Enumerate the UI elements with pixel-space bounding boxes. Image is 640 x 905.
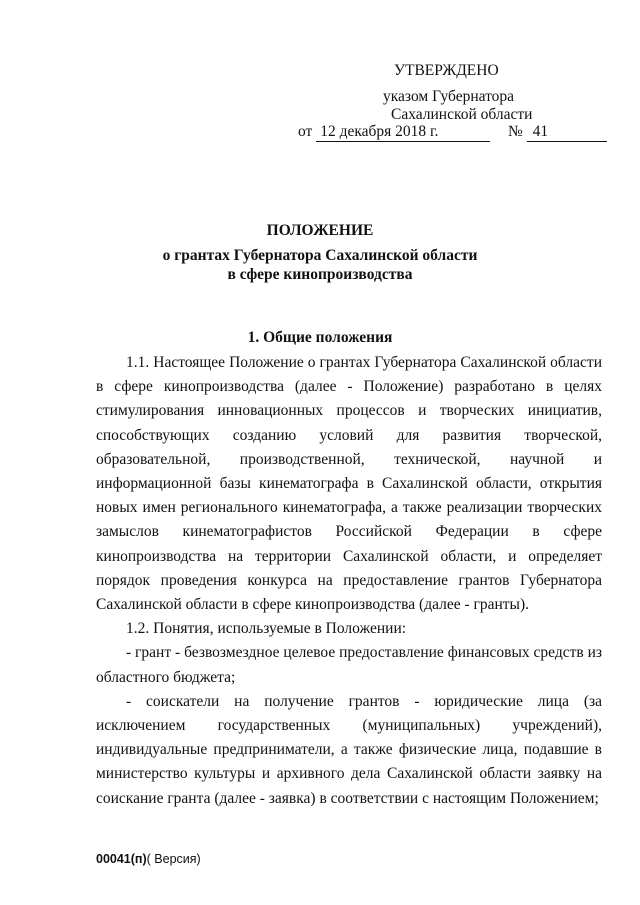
approval-number: 41 [527, 123, 607, 142]
number-prefix: № [507, 123, 523, 140]
approval-line-1: указом Губернатора [383, 88, 515, 105]
definition-grant: - грант - безвозмездное целевое предоставление финансовых средств из областного бюджета; [96, 644, 602, 686]
approval-title: УТВЕРЖДЕНО [394, 62, 499, 79]
document-subtitle-line-2: в сфере кинопроизводства [227, 266, 413, 283]
approval-date-line [298, 123, 607, 142]
footer-code: 00041(п) [96, 852, 147, 866]
footer-version: ( Версия) [146, 852, 201, 866]
section-heading: 1. Общие положения [247, 329, 393, 346]
approval-date: 12 декабря 2018 г. [316, 123, 490, 142]
document-title: ПОЛОЖЕНИЕ [266, 222, 374, 239]
document-subtitle-line-1: о грантах Губернатора Сахалинской области [162, 247, 478, 264]
definition-applicants: - соискатели на получение грантов - юридические лица (за исключением государственных (муниципальных) учреждений), индивидуальные предприниматели, а также физические лица, подавшие в министерство культуры и архивного дела Сахалинской области заявку на соискание гранта (далее - заявка) в соответствии с настоящим Положением; [96, 692, 602, 807]
paragraph-1-2: 1.2. Понятия, используемые в Положении: [126, 620, 407, 638]
section-body [96, 351, 602, 811]
paragraph-1-1: 1.1. Настоящее Положение о грантах Губернатора Сахалинской области в сфере кинопроизводства (далее - Положение) разработано в целях стимулирования инновационных процессов и творческих инициатив, способствующих созданию условий для развития творческой, образовательной, производственной, технической, научной и информационной базы кинематографа в Сахалинской области, открытия новых имен регионального кинематографа, а также реализации творческих замыслов кинематографистов Российской Федерации в сфере кинопроизводства на территории Сахалинской области, и определяет порядок проведения конкурса на предоставление грантов Губернатора Сахалинской области в сфере кинопроизводства (далее - гранты). [96, 354, 602, 614]
approval-line-2: Сахалинской области [391, 106, 533, 123]
date-prefix: от [298, 123, 313, 140]
document-footer [96, 852, 201, 866]
